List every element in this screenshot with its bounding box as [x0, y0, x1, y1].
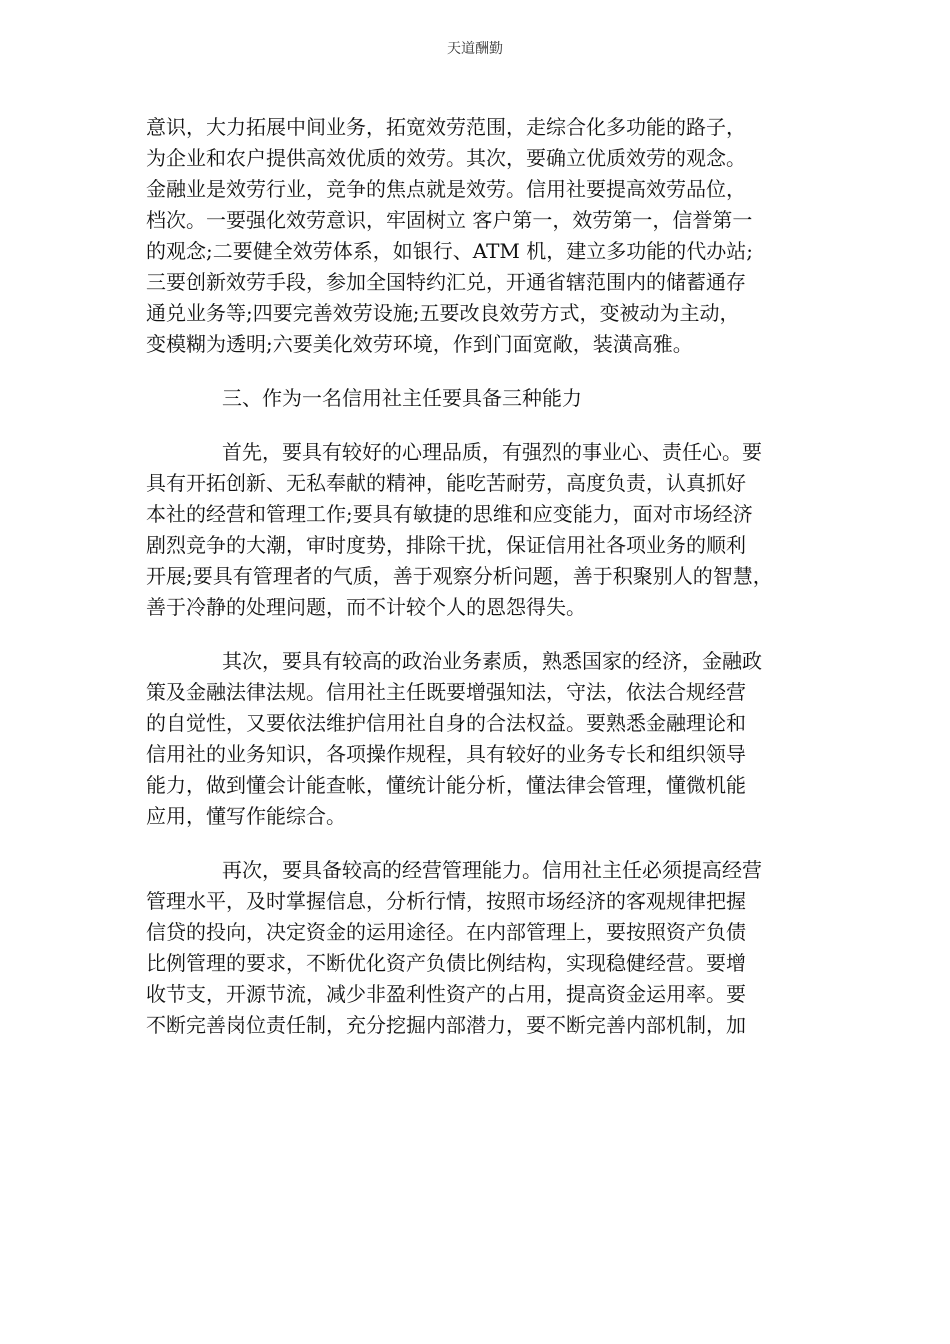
text-line: 意识，大力拓展中间业务，拓宽效劳范围，走综合化多功能的路子， — [146, 115, 746, 139]
text-line: 档次。一要强化效劳意识，牢固树立 客户第一，效劳第一，信誉第一 — [146, 208, 753, 232]
text-line: 变模糊为透明;六要美化效劳环境，作到门面宽敞，装潢高雅。 — [146, 332, 693, 356]
paragraph-second — [146, 646, 806, 832]
text-line: 的观念;二要健全效劳体系，如银行、ATM 机，建立多功能的代办站; — [146, 239, 754, 263]
text-line: 不断完善岗位责任制，充分挖掘内部潜力，要不断完善内部机制，加 — [146, 1013, 746, 1037]
text-line: 管理水平，及时掌握信息，分析行情，按照市场经济的客观规律把握 — [146, 889, 746, 913]
text-line: 能力，做到懂会计能查帐，懂统计能分析，懂法律会管理，懂微机能 — [146, 773, 746, 797]
text-line: 开展;要具有管理者的气质，善于观察分析问题，善于积聚别人的智慧， — [146, 564, 773, 588]
text-line: 本社的经营和管理工作;要具有敏捷的思维和应变能力，面对市场经济 — [146, 502, 753, 526]
text-line: 为企业和农户提供高效优质的效劳。其次，要确立优质效劳的观念。 — [146, 146, 746, 170]
text-line: 收节支，开源节流，减少非盈利性资产的占用，提高资金运用率。要 — [146, 982, 746, 1006]
text-line: 首先，要具有较好的心理品质，有强烈的事业心、责任心。要 — [222, 440, 762, 464]
text-line: 金融业是效劳行业，竞争的焦点就是效劳。信用社要提高效劳品位， — [146, 177, 746, 201]
text-line: 的自觉性，又要依法维护信用社自身的合法权益。要熟悉金融理论和 — [146, 711, 746, 735]
text-line: 信用社的业务知识，各项操作规程，具有较好的业务专长和组织领导 — [146, 742, 746, 766]
text-line: 通兑业务等;四要完善效劳设施;五要改良效劳方式，变被动为主动， — [146, 301, 740, 325]
paragraph-third — [146, 855, 806, 1041]
text-line: 三要创新效劳手段，参加全国特约汇兑，开通省辖范围内的储蓄通存 — [146, 270, 746, 294]
text-line: 其次，要具有较高的政治业务素质，熟悉国家的经济，金融政 — [222, 649, 762, 673]
text-line: 再次，要具备较高的经营管理能力。信用社主任必须提高经营 — [222, 858, 762, 882]
page-header: 天道酬勤 — [447, 41, 503, 57]
document-body — [146, 112, 806, 1041]
text-line: 剧烈竞争的大潮，审时度势，排除干扰，保证信用社各项业务的顺利 — [146, 533, 746, 557]
text-line: 应用，懂写作能综合。 — [146, 804, 346, 828]
text-line: 善于冷静的处理问题，而不计较个人的恩怨得失。 — [146, 595, 586, 619]
text-line: 比例管理的要求，不断优化资产负债比例结构，实现稳健经营。要增 — [146, 951, 746, 975]
text-line: 具有开拓创新、无私奉献的精神，能吃苦耐劳，高度负责，认真抓好 — [146, 471, 746, 495]
paragraph-continuation — [146, 112, 806, 360]
section-heading — [146, 383, 806, 414]
section-heading-text: 三、作为一名信用社主任要具备三种能力 — [222, 386, 582, 410]
text-line: 策及金融法律法规。信用社主任既要增强知法，守法，依法合规经营 — [146, 680, 746, 704]
text-line: 信贷的投向，决定资金的运用途径。在内部管理上，要按照资产负债 — [146, 920, 746, 944]
paragraph-first — [146, 437, 806, 623]
